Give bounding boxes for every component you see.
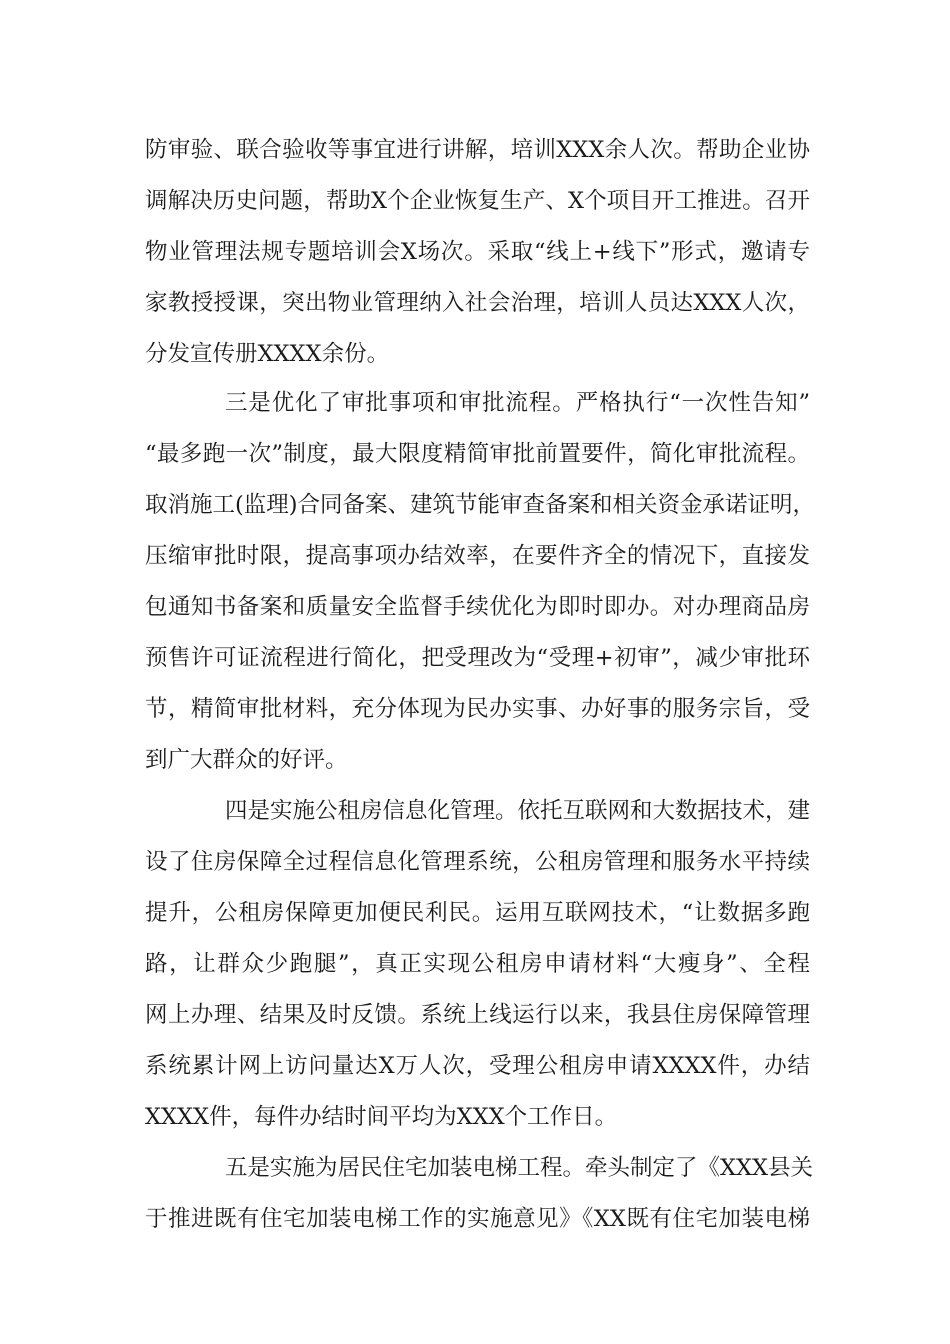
text-line: 物业管理法规专题培训会X场次。采取“线上+线下”形式，邀请专 [145,239,810,265]
text-line: 分发宣传册XXXX余份。 [145,341,390,367]
text-line: 系统累计网上访问量达X万人次，受理公租房申请XXXX件，办结 [145,1053,810,1079]
text-line: 压缩审批时限，提高事项办结效率，在要件齐全的情况下，直接发 [145,543,810,569]
text-line: 包通知书备案和质量安全监督手续优化为即时即办。对办理商品房 [145,594,810,620]
text-line: 调解决历史问题，帮助X个企业恢复生产、X个项目开工推进。召开 [145,188,810,214]
text-line: 设了住房保障全过程信息化管理系统，公租房管理和服务水平持续 [145,849,810,875]
text-line: 于推进既有住宅加装电梯工作的实施意见》《XX既有住宅加装电梯 [145,1206,810,1232]
text-line: 预售许可证流程进行简化，把受理改为“受理+初审”，减少审批环 [145,645,810,671]
text-line: 网上办理、结果及时反馈。系统上线运行以来，我县住房保障管理 [145,1002,810,1028]
text-line: 路，让群众少跑腿”，真正实现公租房申请材料“大瘦身”、全程 [145,951,810,977]
paragraph-start-line: 三是优化了审批事项和审批流程。严格执行“一次性告知” [225,390,810,416]
paragraph-start-line: 四是实施公租房信息化管理。依托互联网和大数据技术，建 [225,798,811,824]
text-line: 节，精简审批材料，充分体现为民办实事、办好事的服务宗旨，受 [145,696,810,722]
text-line: 防审验、联合验收等事宜进行讲解，培训XXX余人次。帮助企业协 [145,137,810,163]
text-line: XXXX件，每件办结时间平均为XXX个工作日。 [145,1104,618,1130]
text-line: 提升，公租房保障更加便民利民。运用互联网技术，“让数据多跑 [145,900,810,926]
paragraph-start-line: 五是实施为居民住宅加装电梯工程。牵头制定了《XXX县关 [225,1155,814,1181]
text-line: “最多跑一次”制度，最大限度精简审批前置要件，简化审批流程。 [145,441,810,467]
text-line: 取消施工(监理)合同备案、建筑节能审查备案和相关资金承诺证明， [145,492,816,518]
text-line: 家教授授课，突出物业管理纳入社会治理，培训人员达XXX人次， [145,290,810,316]
text-line: 到广大群众的好评。 [145,747,348,773]
